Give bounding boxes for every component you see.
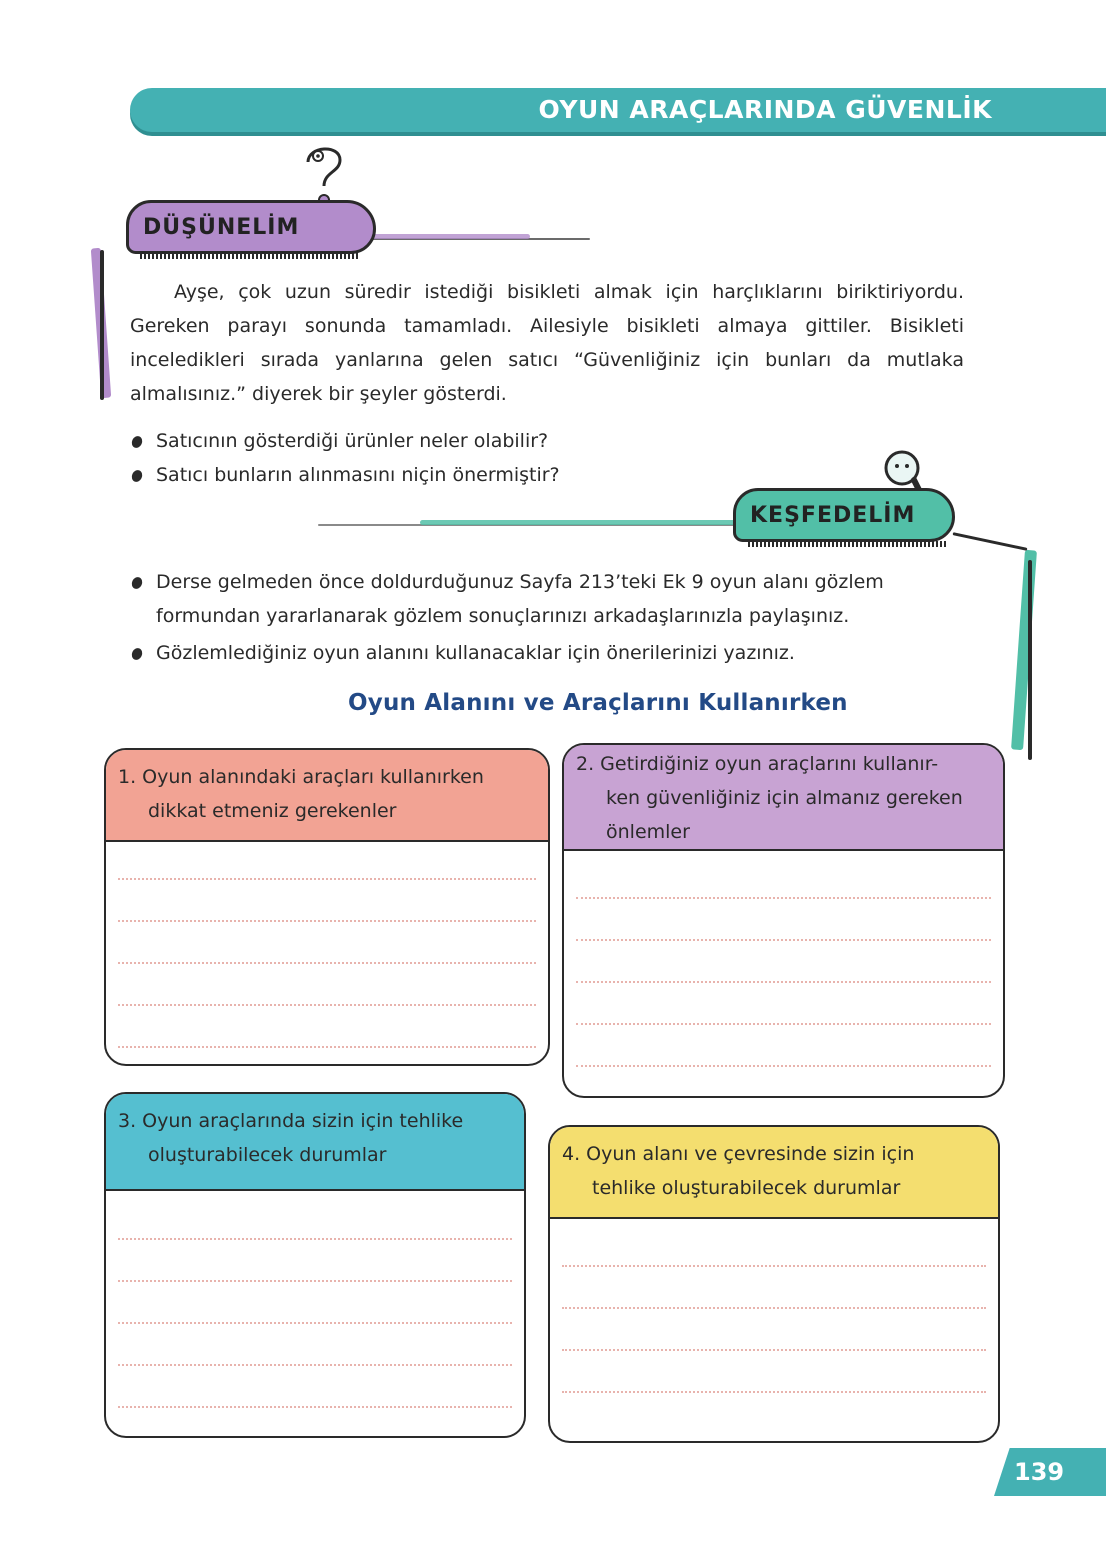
box-heading: 4. Oyun alanı ve çevresinde sizin için tehlike oluşturabilecek durumlar — [550, 1127, 998, 1219]
list-item: Gözlemlediğiniz oyun alanını kullanacaklar için önerilerinizi yazınız. — [130, 636, 980, 670]
badge-bubble-edge — [140, 253, 360, 259]
header-band — [130, 88, 1106, 132]
worksheet-title: Oyun Alanını ve Araçlarını Kullanırken — [348, 690, 848, 716]
box-heading: 3. Oyun araçlarında sizin için tehlike oluşturabilecek durumlar — [106, 1094, 524, 1191]
divider-stroke — [370, 234, 530, 239]
list-item: Satıcının gösterdiği ürünler neler olabilir? — [130, 424, 830, 458]
writing-lines[interactable] — [118, 878, 536, 1066]
explore-badge: KEŞFEDELİM — [733, 488, 955, 542]
think-badge: DÜŞÜNELİM — [126, 200, 376, 254]
bullet-icon — [130, 434, 144, 449]
divider-stroke — [420, 520, 740, 525]
explore-items — [130, 565, 980, 673]
list-item: Satıcı bunların alınmasını niçin önermiştir? — [130, 458, 830, 492]
answer-box-4[interactable] — [548, 1125, 1000, 1443]
story-paragraph: Ayşe, çok uzun süredir istediği bisikleti almak için harçlıklarını biriktiriyordu. Gereken parayı sonunda tamamladı. Ailesiyle bisikleti almaya gittiler. Bisikleti inceledikleri sırada yanlarına gelen satıcı “Güvenliğiniz için bunları da mutlaka almalısınız.” diyerek bir şeyler gösterdi. — [130, 281, 964, 405]
section-frame-line — [953, 532, 1028, 551]
box-heading: 2. Getirdiğiniz oyun araçlarını kullanır- ken güvenliğiniz için almanız gereken önlemler — [564, 745, 1003, 851]
bullet-icon — [130, 468, 144, 483]
list-item: Derse gelmeden önce doldurduğunuz Sayfa 213’teki Ek 9 oyun alanı gözlem formundan yararlanarak gözlem sonuçlarınızı arkadaşlarınızla paylaşınız. — [130, 565, 980, 633]
badge-bubble-edge — [748, 541, 948, 547]
bullet-icon — [130, 646, 144, 661]
section-frame-stroke — [1011, 550, 1037, 750]
page-title: OYUN ARAÇLARINDA GÜVENLİK — [538, 95, 992, 124]
answer-box-1[interactable] — [104, 748, 550, 1066]
section-frame-line — [100, 250, 104, 400]
think-questions — [130, 424, 830, 492]
answer-box-3[interactable] — [104, 1092, 526, 1438]
page-number: 139 — [1014, 1458, 1065, 1486]
section-frame-line — [1028, 560, 1032, 760]
answer-box-2[interactable] — [562, 743, 1005, 1098]
writing-lines[interactable] — [562, 1265, 986, 1433]
writing-lines[interactable] — [576, 897, 991, 1098]
bullet-icon — [130, 575, 144, 590]
writing-lines[interactable] — [118, 1238, 512, 1438]
box-heading: 1. Oyun alanındaki araçları kullanırken dikkat etmeniz gerekenler — [106, 750, 548, 842]
